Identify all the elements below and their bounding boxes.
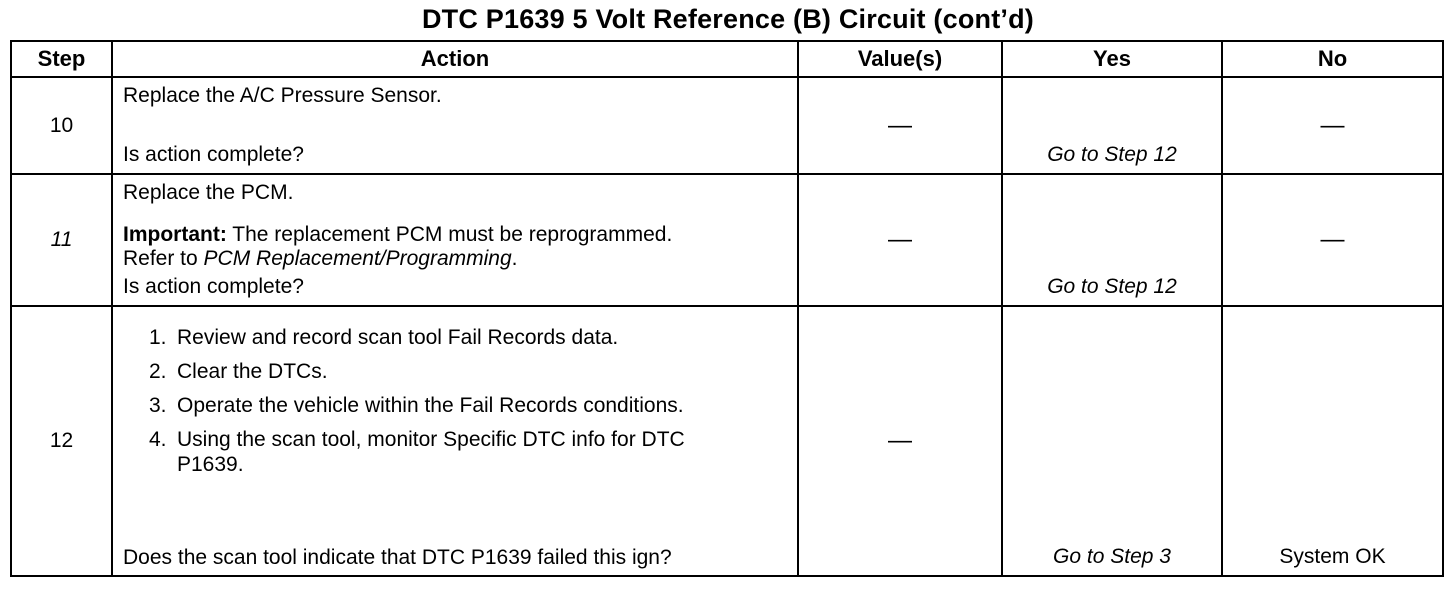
header-values: Value(s) [798, 41, 1002, 77]
refer-suffix: . [511, 247, 518, 270]
header-yes: Yes [1002, 41, 1222, 77]
yes-go-to-step: Go to Step 12 [1047, 143, 1177, 166]
page-title: DTC P1639 5 Volt Reference (B) Circuit (cont’d) [421, 4, 1034, 34]
action-question: Is action complete? [123, 275, 304, 298]
no-result: System OK [1279, 545, 1386, 568]
header-action: Action [112, 41, 798, 77]
list-item: 3. Operate the vehicle within the Fail Records conditions. [149, 394, 684, 417]
yes-cell [1002, 306, 1222, 576]
refer-prefix: Refer to [123, 247, 204, 270]
list-item: 4. Using the scan tool, monitor Specific DTC info for DTC P1639. [149, 428, 685, 476]
important-note [123, 223, 787, 271]
step-number: 10 [11, 77, 112, 174]
action-cell [112, 77, 798, 174]
header-step: Step [11, 41, 112, 77]
header-no: No [1222, 41, 1443, 77]
table-row [11, 306, 1443, 576]
no-cell [1222, 306, 1443, 576]
procedure-list [149, 325, 787, 486]
yes-cell [1002, 77, 1222, 174]
action-cell [112, 306, 798, 576]
yes-go-to-step: Go to Step 12 [1047, 275, 1177, 298]
no-cell: — [1222, 174, 1443, 306]
refer-link: PCM Replacement/Programming [203, 247, 512, 270]
action-instruction: Replace the PCM. [123, 181, 294, 204]
important-text: The replacement PCM must be reprogrammed. [226, 223, 673, 246]
no-cell: — [1222, 77, 1443, 174]
table-row [11, 77, 1443, 174]
step-number: 11 [11, 174, 112, 306]
action-cell [112, 174, 798, 306]
table-header-row [11, 41, 1443, 77]
action-instruction: Replace the A/C Pressure Sensor. [123, 84, 442, 107]
action-question: Is action complete? [123, 143, 304, 166]
value-cell: — [798, 77, 1002, 174]
list-item: 2. Clear the DTCs. [149, 360, 328, 383]
value-cell: — [798, 306, 1002, 576]
action-question: Does the scan tool indicate that DTC P1639 failed this ign? [123, 546, 672, 569]
yes-go-to-step: Go to Step 3 [1053, 545, 1171, 568]
table-row [11, 174, 1443, 306]
step-number: 12 [11, 306, 112, 576]
important-label: Important: [123, 223, 227, 246]
list-item: 1. Review and record scan tool Fail Records data. [149, 326, 619, 349]
diagnostic-table [10, 40, 1444, 577]
yes-cell [1002, 174, 1222, 306]
value-cell: — [798, 174, 1002, 306]
